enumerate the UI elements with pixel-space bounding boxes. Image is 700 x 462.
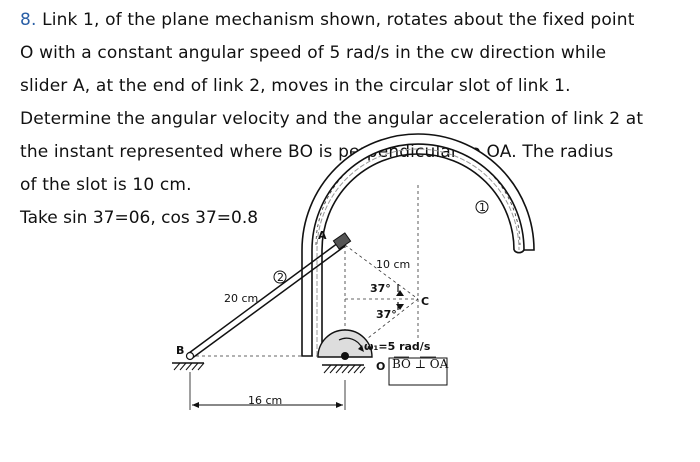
slider-a — [333, 233, 350, 249]
angle-marks — [396, 284, 404, 310]
point-o-label: O — [376, 360, 386, 373]
dim-link2-label: 20 cm — [224, 292, 259, 305]
omega-label: ω₁=5 rad/s — [364, 340, 431, 353]
problem-line-3: slider A, at the end of link 2, moves in the circular slot of link 1. — [20, 76, 571, 96]
angle-lower-label: 37° — [376, 308, 397, 321]
ground-b — [172, 363, 204, 370]
point-a-label: A — [318, 229, 327, 242]
given-values: Take sin 37=06, cos 37=0.8 — [20, 208, 259, 228]
problem-line-6: of the slot is 10 cm. — [20, 175, 192, 195]
problem-number: 8. — [20, 10, 37, 30]
problem-line-5: the instant represented where BO is perpendicular to OA. The radius — [20, 142, 614, 162]
link-1-tag — [476, 201, 488, 214]
point-b-label: B — [176, 344, 185, 357]
problem-line-2: O with a constant angular speed of 5 rad/s in the cw direction while — [20, 43, 607, 63]
problem-line-4: Determine the angular velocity and the angular acceleration of link 2 at — [20, 109, 644, 129]
dim-base-label: 16 cm — [248, 394, 283, 407]
problem-line-1: 8. Link 1, of the plane mechanism shown, rotates about the fixed point — [20, 10, 635, 30]
link-2-tag-label: 2 — [277, 271, 284, 284]
angle-upper-label: 37° — [370, 282, 391, 295]
link-1-tag-label: 1 — [479, 201, 486, 214]
perp-note-label: BO ⊥ OA — [392, 357, 449, 371]
ground-o — [322, 365, 365, 373]
point-c-label: C — [421, 295, 430, 308]
dim-radius-label: 10 cm — [376, 258, 411, 271]
